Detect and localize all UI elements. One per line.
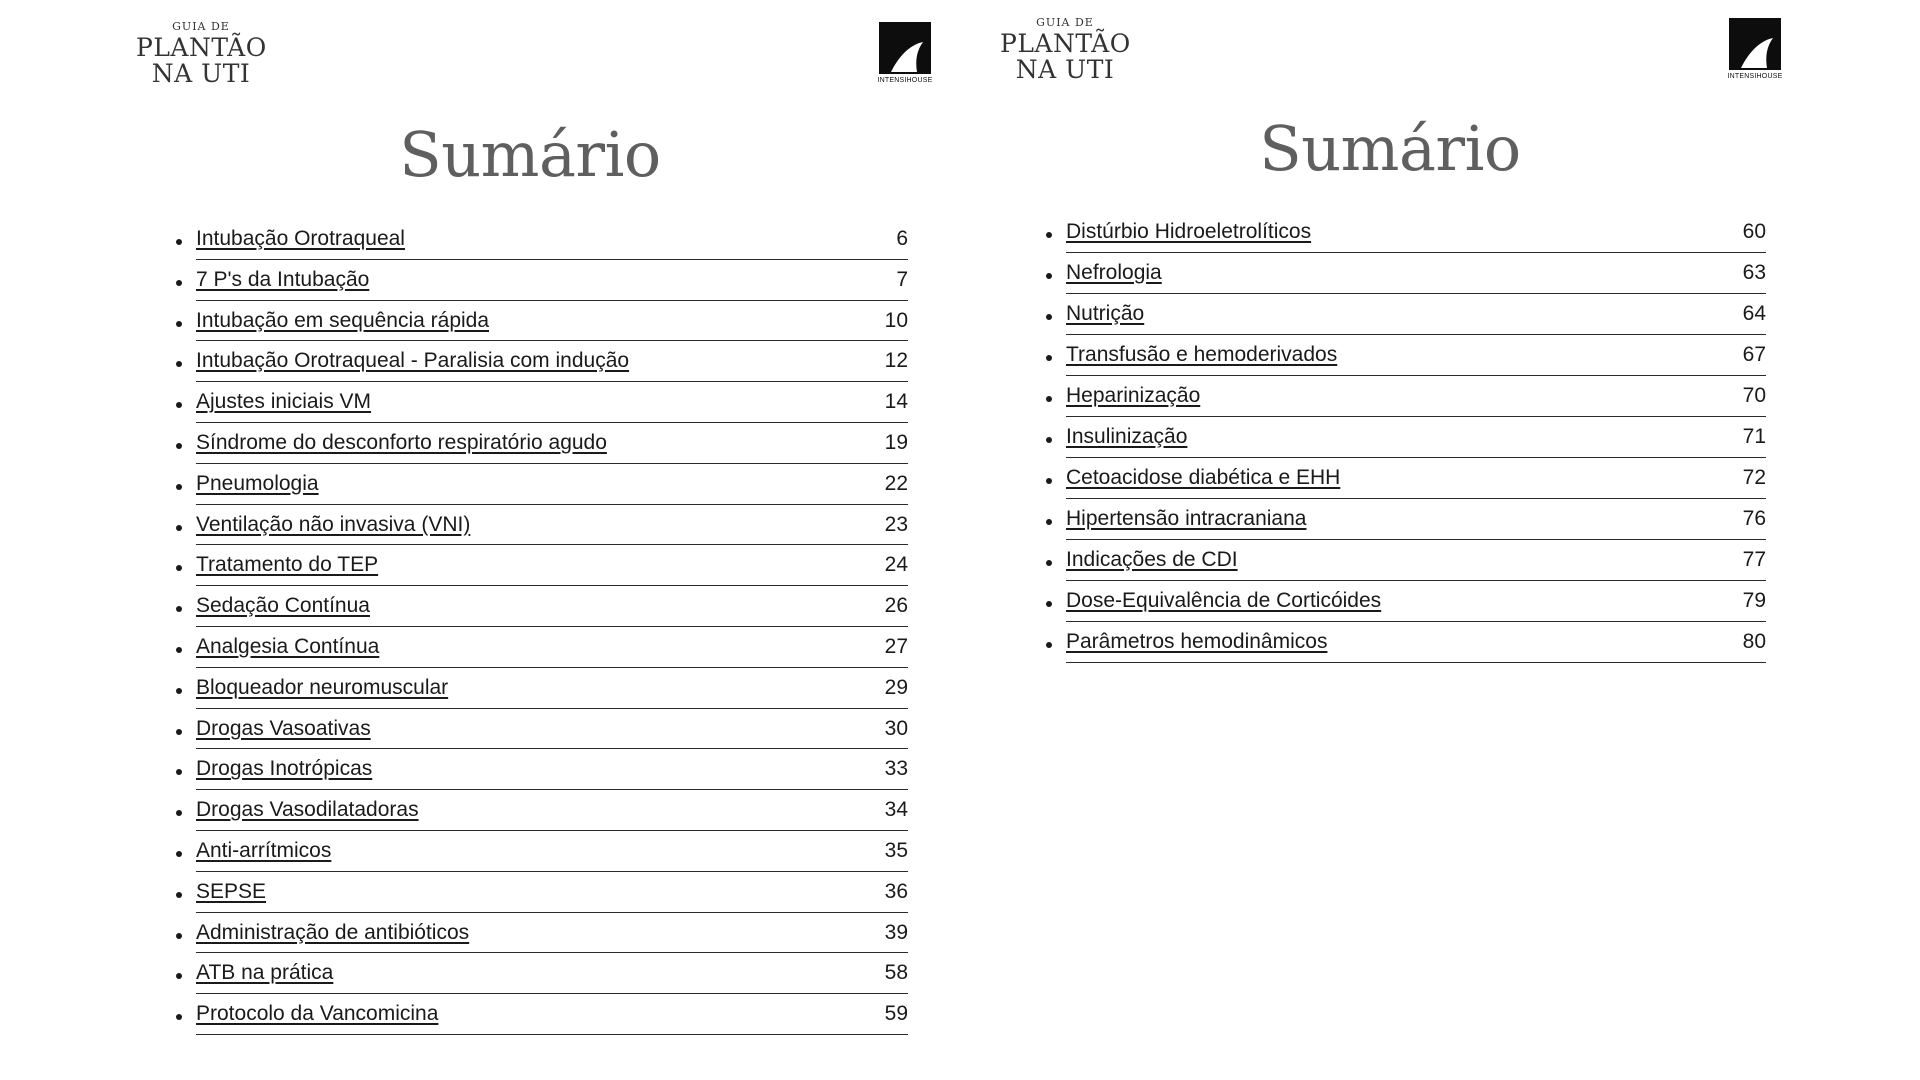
toc-item-page-number: 70 [1742, 384, 1766, 407]
toc-item-label[interactable]: Tratamento do TEP [196, 553, 379, 577]
toc-item-label[interactable]: Anti-arrítmicos [196, 838, 332, 862]
toc-item-label[interactable]: Síndrome do desconforto respiratório agudo [196, 430, 607, 454]
toc-item-label[interactable]: Transfusão e hemoderivados [1066, 343, 1338, 366]
toc-item-page-number: 64 [1742, 302, 1766, 325]
toc-item-page-number: 63 [1742, 261, 1766, 284]
toc-item[interactable] [196, 668, 908, 709]
toc-item-label[interactable]: Dose-Equivalência de Corticóides [1066, 589, 1382, 612]
toc-item-page-number: 76 [1742, 507, 1766, 530]
toc-item-label[interactable]: Drogas Inotrópicas [196, 757, 373, 781]
toc-item-label[interactable]: Parâmetros hemodinâmicos [1066, 630, 1328, 653]
toc-item[interactable] [1066, 499, 1766, 540]
toc-item[interactable] [196, 382, 908, 423]
logo-text: INTENSIHOUSE [877, 77, 933, 84]
toc-item-page-number: 35 [884, 838, 908, 862]
toc-item-page-number: 33 [884, 757, 908, 781]
toc-item-page-number: 14 [884, 390, 908, 414]
toc-item-page-number: 71 [1742, 425, 1766, 448]
toc-item-page-number: 30 [884, 716, 908, 740]
toc-item-page-number: 26 [884, 594, 908, 618]
toc-item-label[interactable]: Insulinização [1066, 425, 1188, 448]
toc-item[interactable] [1066, 376, 1766, 417]
toc-item-page-number: 23 [884, 512, 908, 536]
toc-item-label[interactable]: Analgesia Contínua [196, 634, 380, 658]
toc-item[interactable] [196, 994, 908, 1035]
toc-item-page-number: 12 [884, 349, 908, 373]
brand-line2: NA UTI [151, 59, 251, 88]
toc-item-label[interactable]: Ventilação não invasiva (VNI) [196, 512, 471, 536]
brand-logo [1000, 17, 1130, 82]
toc-item[interactable] [196, 260, 908, 301]
brand-logo [136, 21, 266, 86]
toc-item-label[interactable]: Drogas Vasodilatadoras [196, 798, 419, 822]
intensihouse-shark-fin-icon [879, 22, 931, 74]
toc-item[interactable] [1066, 622, 1766, 663]
brand-line2: NA UTI [1015, 55, 1115, 84]
toc-item-page-number: 39 [884, 920, 908, 944]
logo-text: INTENSIHOUSE [1727, 73, 1783, 80]
toc-item-page-number: 77 [1742, 548, 1766, 571]
toc-item-label[interactable]: SEPSE [196, 879, 267, 903]
toc-item-label[interactable]: Ajustes iniciais VM [196, 390, 372, 414]
toc-item-page-number: 58 [884, 961, 908, 985]
brand-guia: GUIA DE [172, 20, 230, 33]
toc-item[interactable] [196, 627, 908, 668]
toc-item[interactable] [196, 586, 908, 627]
toc-item[interactable] [196, 505, 908, 546]
toc-item-label[interactable]: Drogas Vasoativas [196, 716, 371, 740]
toc-item-label[interactable]: Heparinização [1066, 384, 1201, 407]
toc-item-page-number: 6 [896, 227, 908, 250]
toc-item-label[interactable]: Intubação Orotraqueal - Paralisia com indução [196, 349, 630, 373]
toc-item[interactable] [196, 872, 908, 913]
toc-item[interactable] [1066, 581, 1766, 622]
toc-item-page-number: 79 [1742, 589, 1766, 612]
toc-item[interactable] [196, 464, 908, 505]
toc-item[interactable] [196, 953, 908, 994]
toc-item-label[interactable]: Nutrição [1066, 302, 1145, 325]
toc-item[interactable] [196, 709, 908, 750]
toc-item[interactable] [196, 301, 908, 342]
toc-item[interactable] [196, 423, 908, 464]
toc-item-label[interactable]: Cetoacidose diabética e EHH [1066, 466, 1341, 489]
toc-item[interactable] [196, 545, 908, 586]
toc-item-label[interactable]: Administração de antibióticos [196, 920, 470, 944]
brand-line1: PLANTÃO [136, 33, 267, 62]
intensihouse-shark-fin-icon [1729, 18, 1781, 70]
toc-item[interactable] [196, 913, 908, 954]
toc-item-page-number: 60 [1742, 220, 1766, 243]
intensihouse-logo [876, 22, 934, 84]
toc-item-page-number: 36 [884, 879, 908, 903]
right-page [960, 0, 1920, 1080]
intensihouse-logo [1726, 18, 1784, 80]
toc-item-page-number: 34 [884, 798, 908, 822]
toc-item[interactable] [1066, 417, 1766, 458]
page-title: Sumário [1259, 112, 1521, 185]
toc-item-page-number: 22 [884, 471, 908, 495]
toc-item[interactable] [196, 790, 908, 831]
toc-item[interactable] [1066, 294, 1766, 335]
toc-item-page-number: 67 [1742, 343, 1766, 366]
toc-item[interactable] [1066, 253, 1766, 294]
toc-item[interactable] [1066, 540, 1766, 581]
toc-item[interactable] [196, 341, 908, 382]
toc-item-label[interactable]: Nefrologia [1066, 261, 1162, 284]
toc-item-page-number: 80 [1742, 630, 1766, 653]
toc-item-page-number: 24 [884, 553, 908, 577]
toc-item-page-number: 59 [884, 1002, 908, 1026]
page-title: Sumário [399, 118, 661, 191]
toc-item-label[interactable]: Pneumologia [196, 471, 319, 495]
toc-item-page-number: 29 [884, 675, 908, 699]
toc-item-label[interactable]: ATB na prática [196, 961, 334, 985]
toc-item-page-number: 27 [884, 634, 908, 658]
toc-item-label[interactable]: Hipertensão intracraniana [1066, 507, 1307, 530]
toc-item[interactable] [1066, 212, 1766, 253]
toc-item-label[interactable]: Indicações de CDI [1066, 548, 1238, 571]
toc-item[interactable] [1066, 335, 1766, 376]
toc-item-label[interactable]: Bloqueador neuromuscular [196, 675, 449, 699]
toc-item-label[interactable]: Distúrbio Hidroeletrolíticos [1066, 220, 1312, 243]
toc-item-page-number: 7 [896, 267, 908, 291]
toc-item-page-number: 10 [884, 308, 908, 332]
brand-guia: GUIA DE [1036, 16, 1094, 29]
toc-list-right [1066, 212, 1766, 663]
toc-item-label[interactable]: Intubação Orotraqueal [196, 227, 405, 250]
toc-item[interactable] [1066, 458, 1766, 499]
toc-item-page-number: 19 [884, 430, 908, 454]
toc-item-label[interactable]: Sedação Contínua [196, 594, 370, 618]
toc-item-label[interactable]: 7 P's da Intubação [196, 267, 370, 291]
brand-line1: PLANTÃO [1000, 29, 1131, 58]
toc-list-left [196, 219, 908, 1035]
toc-item-label[interactable]: Intubação em sequência rápida [196, 308, 490, 332]
toc-item[interactable] [196, 749, 908, 790]
toc-item[interactable] [196, 219, 908, 260]
toc-item-page-number: 72 [1742, 466, 1766, 489]
toc-item[interactable] [196, 831, 908, 872]
toc-item-label[interactable]: Protocolo da Vancomicina [196, 1002, 439, 1026]
